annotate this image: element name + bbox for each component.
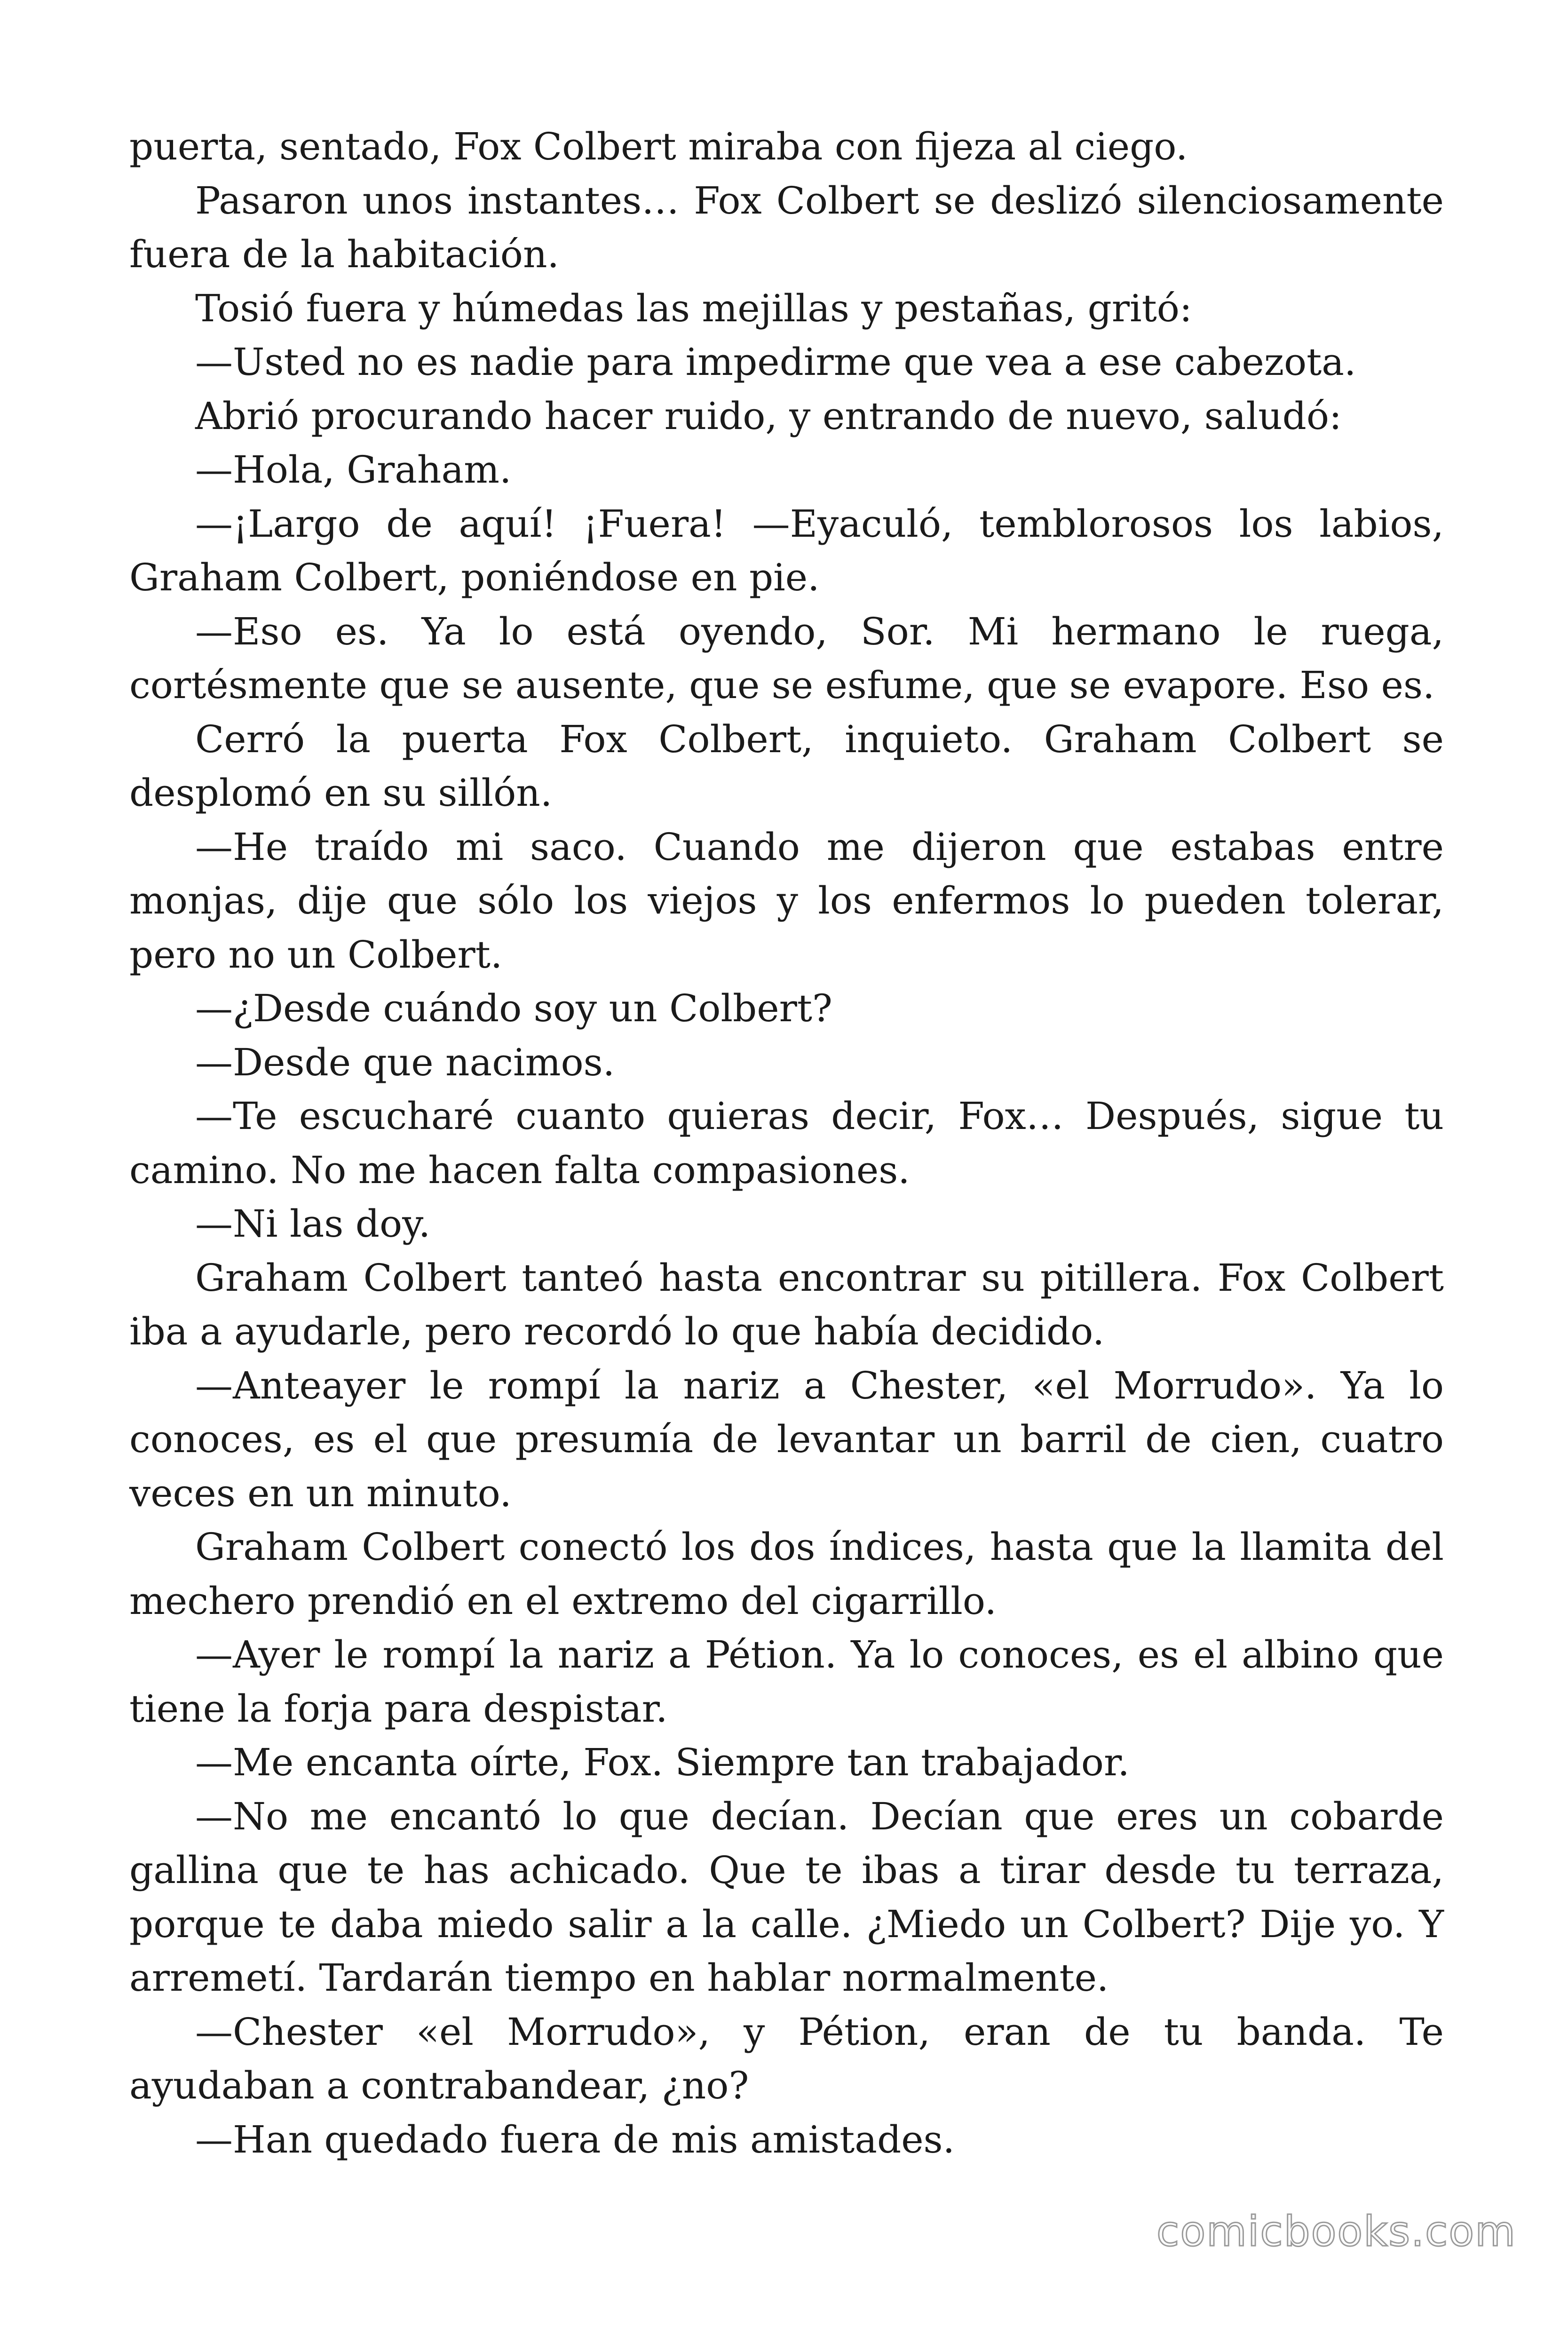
paragraph: Abrió procurando hacer ruido, y entrando de nuevo, saludó: xyxy=(195,394,1342,438)
paragraph: —Desde que nacimos. xyxy=(195,1040,615,1084)
paragraph: Graham Colbert conectó los dos índices, hasta que la llamita del mechero prendió en el extremo del cigarrillo. xyxy=(129,1525,1444,1623)
paragraph: Pasaron unos instantes… Fox Colbert se deslizó silenciosamente fuera de la habitación. xyxy=(129,178,1444,276)
watermark: comicbooks.com xyxy=(1156,2207,1516,2256)
paragraph: —No me encantó lo que decían. Decían que eres un cobarde gallina que te has achicado. Que te ibas a tirar desde tu terraza, porque te daba miedo salir a la calle. ¿Miedo un Colbert? Dije yo. Y arremetí. Tardarán tiempo en hablar normalmente. xyxy=(129,1794,1444,2000)
paragraph: Cerró la puerta Fox Colbert, inquieto. Graham Colbert se desplomó en su sillón. xyxy=(129,717,1444,815)
paragraph: —Anteayer le rompí la nariz a Chester, «el Morrudo». Ya lo conoces, es el que presumía de levantar un barril de cien, cuatro veces en un minuto. xyxy=(129,1363,1444,1515)
paragraph: —Eso es. Ya lo está oyendo, Sor. Mi hermano le ruega, cortésmente que se ausente, que se esfume, que se evapore. Eso es. xyxy=(129,609,1444,707)
paragraph: —¿Desde cuándo soy un Colbert? xyxy=(195,986,832,1030)
paragraph: —Ni las doy. xyxy=(195,1202,431,1246)
paragraph: puerta, sentado, Fox Colbert miraba con fijeza al ciego. xyxy=(129,125,1188,168)
paragraph: —He traído mi saco. Cuando me dijeron que estabas entre monjas, dije que sólo los viejos y los enfermos lo pueden tolerar, pero no un Colbert. xyxy=(129,825,1444,977)
paragraph: —Usted no es nadie para impedirme que vea a ese cabezota. xyxy=(195,340,1356,384)
paragraph: —Te escucharé cuanto quieras decir, Fox… Después, sigue tu camino. No me hacen falta compasiones. xyxy=(129,1094,1444,1192)
paragraph: —Chester «el Morrudo», y Pétion, eran de tu banda. Te ayudaban a contrabandear, ¿no? xyxy=(129,2010,1444,2107)
paragraph: Graham Colbert tanteó hasta encontrar su pitillera. Fox Colbert iba a ayudarle, pero recordó lo que había decidido. xyxy=(129,1255,1444,1353)
paragraph: —Ayer le rompí la nariz a Pétion. Ya lo conoces, es el albino que tiene la forja para despistar. xyxy=(129,1633,1444,1731)
paragraph: —Han quedado fuera de mis amistades. xyxy=(195,2117,955,2161)
page-body xyxy=(129,120,1444,2167)
paragraph: —¡Largo de aquí! ¡Fuera! —Eyaculó, temblorosos los labios, Graham Colbert, poniéndose en pie. xyxy=(129,501,1444,599)
paragraph: Tosió fuera y húmedas las mejillas y pestañas, gritó: xyxy=(195,286,1192,330)
paragraph: —Me encanta oírte, Fox. Siempre tan trabajador. xyxy=(195,1740,1130,1784)
paragraph: —Hola, Graham. xyxy=(195,448,512,492)
